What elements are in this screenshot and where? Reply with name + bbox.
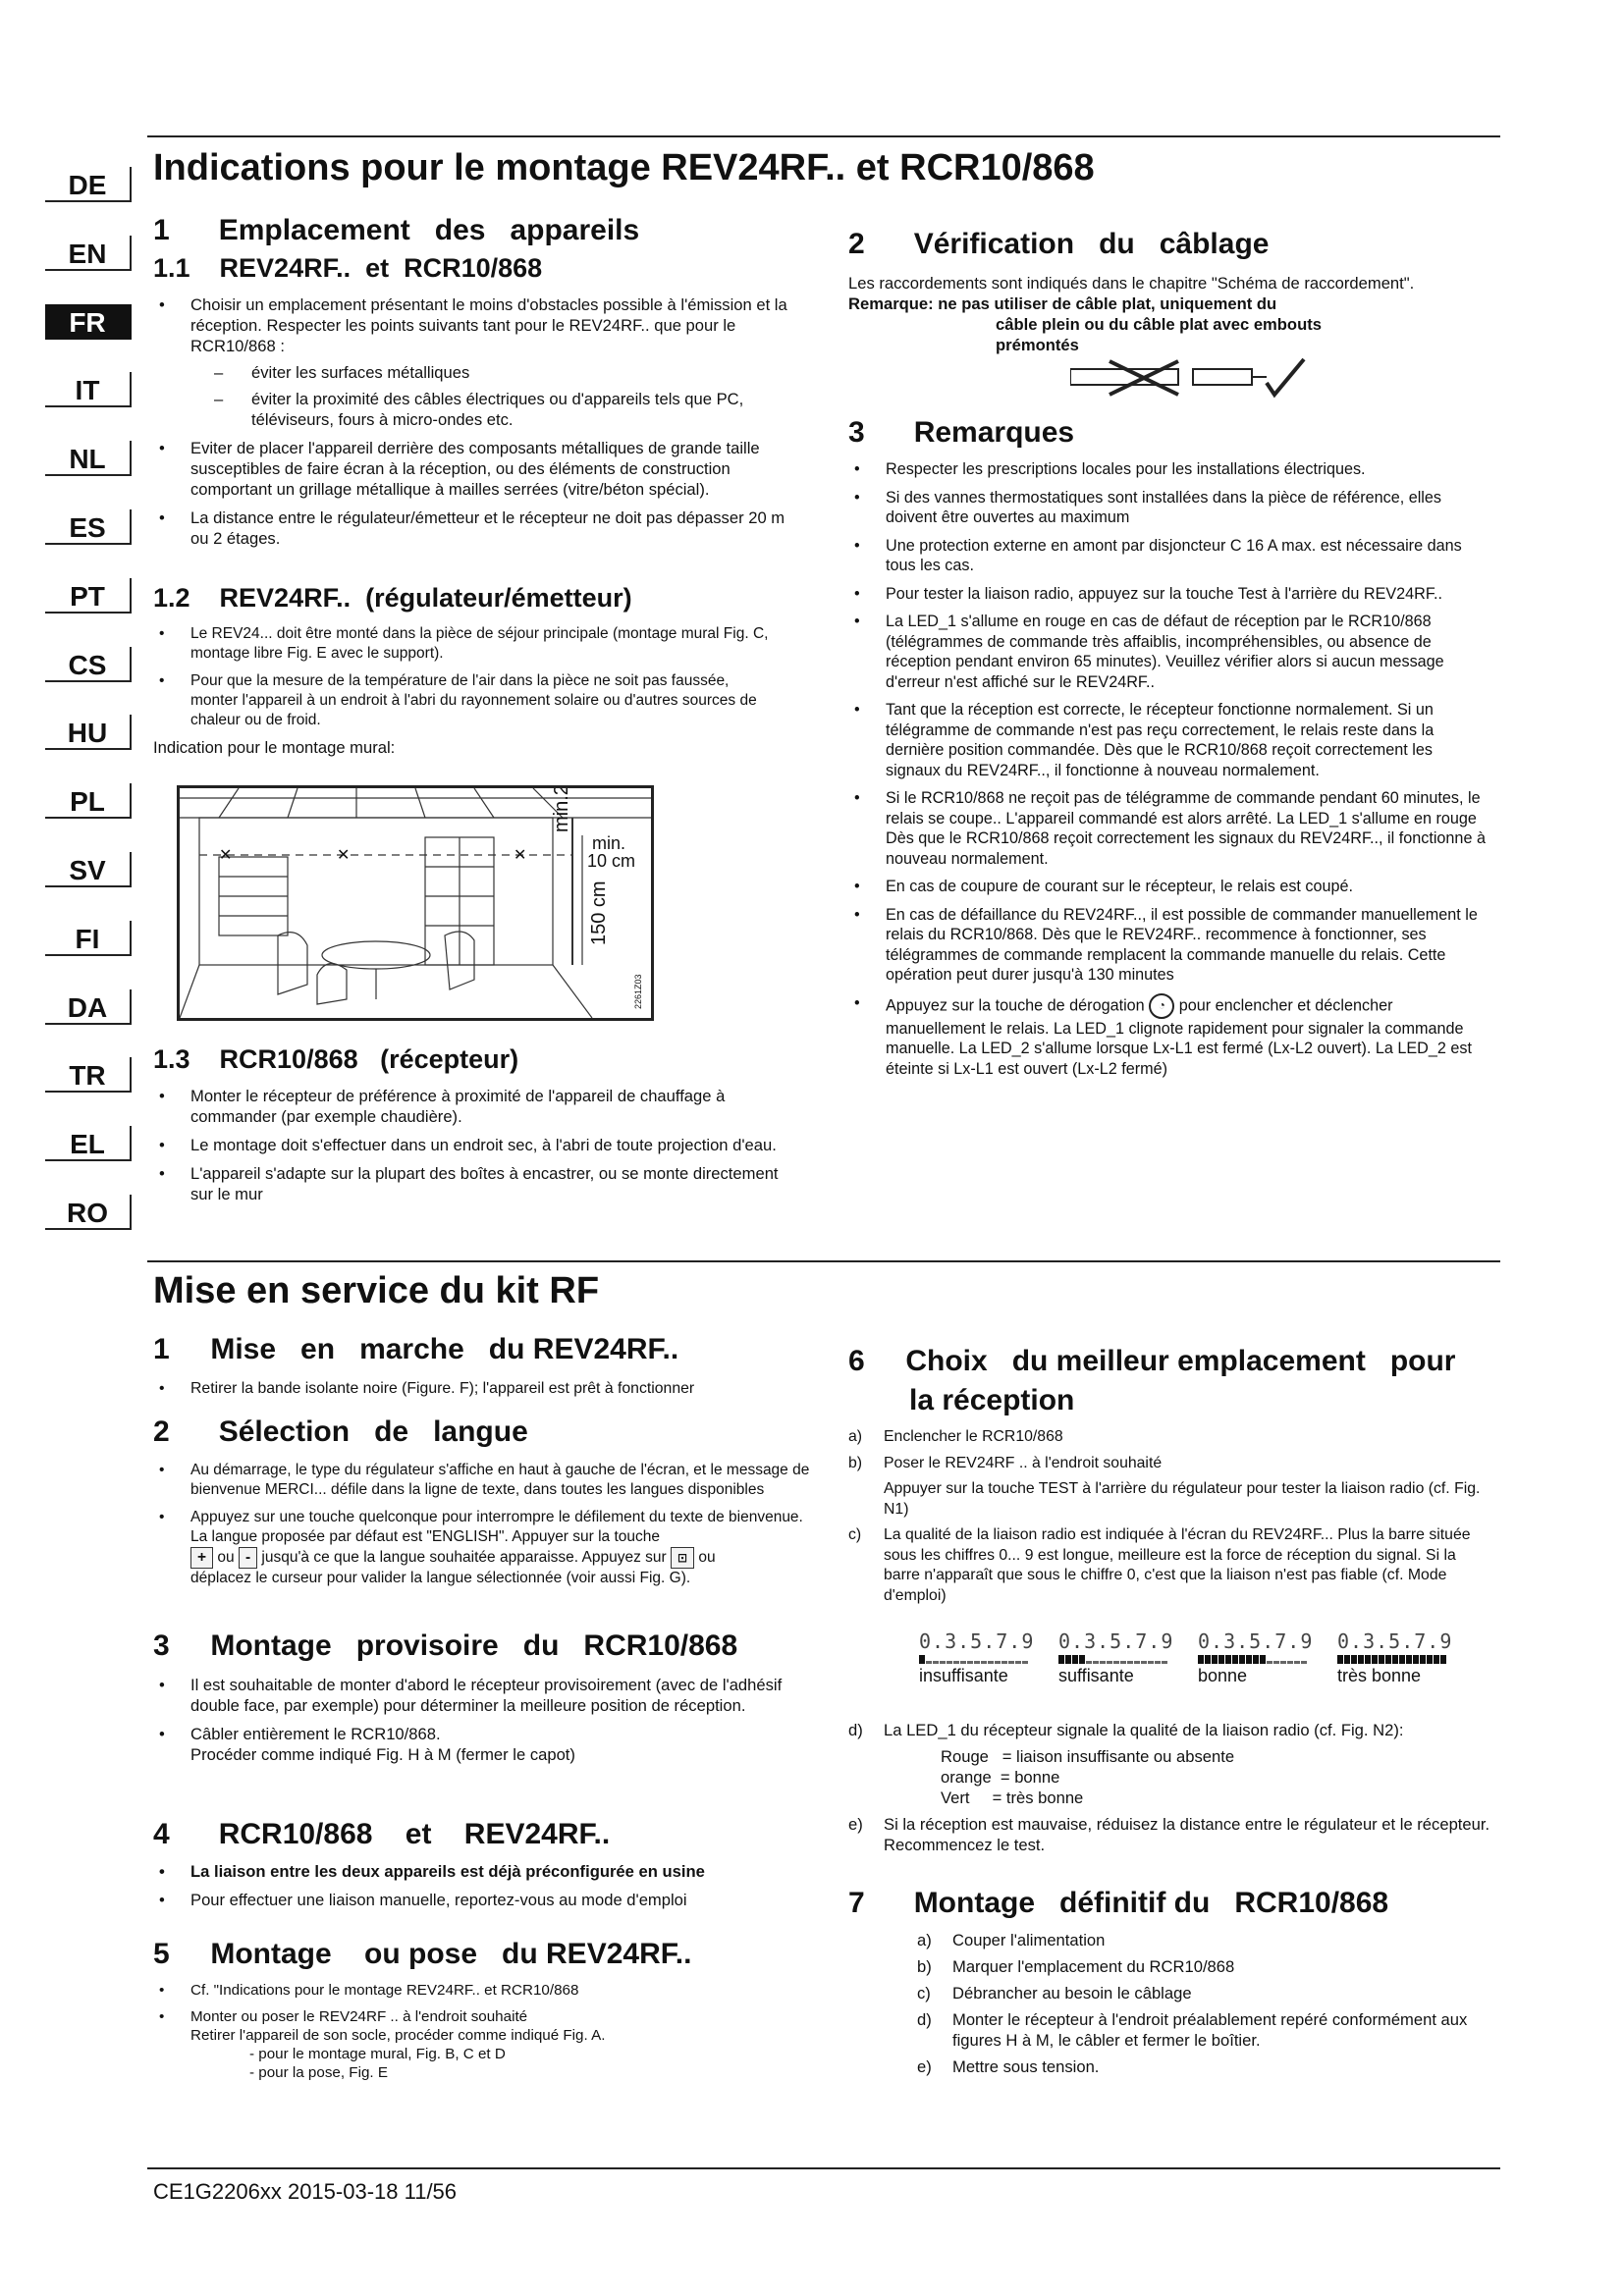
list-item: • En cas de défaillance du REV24RF.., il est possible de commander manuellement le relais du RCR10/868. Dès que le REV24RF.. recommence à fonctionner, ses télégrammes de commande remplacent la commande manuelle du relais. Cette opération peut durer jusqu'à 130 minutes [848,905,1487,986]
section-1-1-body [153,294,801,557]
signal-quality-row [919,1629,1469,1698]
list-item: • Eviter de placer l'appareil derrière des composants métalliques de grande taille susceptibles de faire écran à la réception, ou des éléments de construction comportant un grillage métallique à mailles serrées (vitre/béton spécial). [153,438,801,500]
wall-mount-caption: Indication pour le montage mural: [153,738,396,757]
footer-code: CE1G2206xx 2015-03-18 11/56 [153,2179,458,2204]
led-legend-row: Rouge = liaison insuffisante ou absente [941,1747,1235,1766]
middle-rule [147,1260,1500,1262]
list-item: • Pour tester la liaison radio, appuyez sur la touche Test à l'arrière du REV24RF.. [848,584,1487,605]
top-rule [147,135,1500,137]
heading-m6-line1: 6 Choix du meilleur emplacement pour [848,1345,1456,1377]
m2-body [153,1461,821,1596]
tab-cs[interactable]: CS [45,647,132,682]
tab-hu[interactable]: HU [45,715,132,750]
list-item: c) La qualité de la liaison radio est indiquée à l'écran du REV24RF... Plus la barre située sous les chiffres 0... 9 est longue, meilleure est la force de réception du signal. Si la barre n'apparaît que sous le chiffre 0, c'est que la liaison n'est pas fiable (cf. Mode d'emploi) [848,1526,1471,1604]
m1-body [153,1378,801,1407]
tab-fr[interactable]: FR [45,304,132,340]
list-item: • Il est souhaitable de monter d'abord le récepteur provisoirement (avec de l'adhésif double face, par exemple) pour déterminer la meilleure position de réception. [153,1675,801,1716]
m5-body [153,1981,801,2090]
language-tabs [45,167,135,1263]
signal-digits: 0.3.5.7.9 [1198,1629,1314,1653]
signal-bar [1058,1655,1173,1664]
list-item: e) Si la réception est mauvaise, réduisez la distance entre le régulateur et le récepteur. Recommencez le test. [848,1815,1490,1854]
signal-level [1058,1629,1173,1686]
list-item: • Câbler entièrement le RCR10/868. Procéder comme indiqué Fig. H à M (fermer le capot) [153,1724,801,1765]
tab-ro[interactable]: RO [45,1195,132,1230]
list-item: • Monter ou poser le REV24RF .. à l'endroit souhaité Retirer l'appareil de son socle, procéder comme indiqué Fig. A. - pour le montage mural, Fig. B, C et D - pour la pose, Fig. E [153,2007,801,2082]
tab-fi[interactable]: FI [45,921,132,956]
signal-bar [1198,1655,1313,1664]
fig-min10-line2: 10 cm [587,851,636,871]
list-item: – éviter les surfaces métalliques [190,362,801,383]
list-item: • La liaison entre les deux appareils est déjà préconfigurée en usine [153,1861,821,1882]
ok-button-icon: ⊡ [671,1547,694,1569]
room-illustration [180,788,651,1018]
led-legend-row: Vert = très bonne [941,1789,1084,1807]
signal-digits: 0.3.5.7.9 [919,1629,1035,1653]
list-item: d) La LED_1 du récepteur signale la qualité de la liaison radio (cf. Fig. N2): [848,1721,1404,1739]
heading-1: 1 Emplacement des appareils [153,214,640,246]
list-item: c) Débrancher au besoin le câblage [917,1984,1192,2002]
cross-marker: ✕ [337,847,351,864]
led-legend-row: orange = bonne [941,1768,1060,1787]
heading-2: 2 Vérification du câblage [848,228,1270,260]
tab-nl[interactable]: NL [45,441,132,476]
section-1-2-body [153,624,772,758]
remark-line2: câble plein ou du câble plat avec embouts [996,315,1322,334]
signal-level [1337,1629,1452,1686]
list-item: a) Couper l'alimentation [917,1931,1106,1949]
tab-el[interactable]: EL [45,1126,132,1161]
heading-3: 3 Remarques [848,416,1075,449]
fig-code: 2261Z03 [633,974,643,1009]
list-item: • Appuyez sur une touche quelconque pour interrompre le défilement du texte de bienvenue. La langue proposée par défaut est "ENGLISH". Appuyer sur la touche + ou - jusqu'à ce que la langue souhaitée apparaisse. Appuyez sur ⊡ ou déplacez le curseur pour valider la langue sélectionnée (voir aussi Fig. G). [153,1508,821,1588]
list-item: a) Enclencher le RCR10/868 [848,1428,1063,1445]
heading-1-1: 1.1 REV24RF.. et RCR10/868 [153,253,543,283]
tab-it[interactable]: IT [45,372,132,407]
m3-body [153,1675,801,1773]
page-title-montage: Indications pour le montage REV24RF.. et RCR10/868 [153,147,1095,188]
list-item: b) Poser le REV24RF .. à l'endroit souhaité [848,1454,1163,1471]
list-item: • Monter le récepteur de préférence à proximité de l'appareil de chauffage à commander (par exemple chaudière). [153,1086,801,1127]
heading-m2: 2 Sélection de langue [153,1415,528,1448]
fig-min10-line1: min. [592,833,626,853]
signal-bar [1337,1655,1452,1664]
list-item: b) Marquer l'emplacement du RCR10/868 [917,1957,1235,1976]
signal-level [1198,1629,1313,1686]
heading-1-3: 1.3 RCR10/868 (récepteur) [153,1044,519,1074]
tab-es[interactable]: ES [45,509,132,545]
tab-tr[interactable]: TR [45,1057,132,1093]
override-icon: ◔ [1149,993,1174,1019]
plus-button-icon: + [190,1547,213,1569]
m6-body [848,1427,1496,1612]
heading-m1: 1 Mise en marche du REV24RF.. [153,1333,679,1365]
list-item: – éviter la proximité des câbles électriques ou d'appareils tels que PC, téléviseurs, fours à micro-ondes etc. [190,389,801,430]
list-item: Appuyer sur la touche TEST à l'arrière du régulateur pour tester la liaison radio (cf. Fig. N1) [884,1480,1481,1518]
list-item: • La distance entre le régulateur/émetteur et le récepteur ne doit pas dépasser 20 m ou 2 étages. [153,507,801,549]
list-item: • Le REV24... doit être monté dans la pièce de séjour principale (montage mural Fig. C, montage libre Fig. E avec le support). [153,624,772,664]
list-item: • Appuyez sur la touche de dérogation ◔ pour enclencher et déclencher manuellement le relais. La LED_1 clignote rapidement pour signaler la commande manuelle. La LED_2 s'allume lorsque Lx-L1 est fermé (Lx-L2 ouvert). La LED_2 est éteinte si Lx-L1 est ouvert (Lx-L2 fermé) [848,993,1487,1080]
tab-de[interactable]: DE [45,167,132,202]
list-item: • En cas de coupure de courant sur le récepteur, le relais est coupé. [848,877,1487,897]
section-1-3-body [153,1086,801,1212]
m4-body [153,1861,821,1918]
tab-pl[interactable]: PL [45,783,132,819]
list-item: • Une protection externe en amont par disjoncteur C 16 A max. est nécessaire dans tous les cas. [848,536,1487,576]
tab-en[interactable]: EN [45,236,132,271]
tab-da[interactable]: DA [45,989,132,1025]
fig-150cm: 150 cm [588,881,610,945]
list-item: e) Mettre sous tension. [917,2057,1100,2076]
signal-label: bonne [1198,1666,1248,1685]
list-item: • L'appareil s'adapte sur la plupart des boîtes à encastrer, ou se monte directement sur le mur [153,1163,801,1204]
cross-marker: ✕ [219,847,233,864]
m6-d-body [848,1720,1496,1861]
list-item: • Retirer la bande isolante noire (Figure. F); l'appareil est prêt à fonctionner [153,1378,801,1399]
page-title-mise-en-service: Mise en service du kit RF [153,1270,600,1311]
tab-sv[interactable]: SV [45,852,132,887]
section-3-body [848,459,1487,1087]
list-item: • Pour effectuer une liaison manuelle, reportez-vous au mode d'emploi [153,1890,821,1910]
list-item: • La LED_1 s'allume en rouge en cas de défaut de réception par le RCR10/868 (télégrammes de commande très affaiblis, incompréhensibles, ou absence de réception pendant environ 65 minutes). Veuillez vérifier alors si aucun message d'erreur n'est affiché sur le REV24RF.. [848,612,1487,692]
bottom-rule [147,2167,1500,2169]
section-2-body [848,273,1496,355]
cross-marker: ✕ [514,847,527,864]
list-item: • Au démarrage, le type du régulateur s'affiche en haut à gauche de l'écran, et le message de bienvenue MERCI... défile dans la ligne de texte, dans toutes les langues disponibles [153,1461,821,1500]
remark-line3: prémontés [996,336,1079,354]
m7-body [917,1930,1487,2083]
list-item: • Choisir un emplacement présentant le moins d'obstacles possible à l'émission et la réception. Respecter les points suivants tant pour le REV24RF.. que pour le RCR10/868 : – éviter les surfaces métalliques – éviter la proximité des câbles électriques ou d'appareils tels que PC, téléviseurs, fours à micro-ondes etc. [153,294,801,430]
signal-label: insuffisante [919,1666,1008,1685]
list-item: • Le montage doit s'effectuer dans un endroit sec, à l'abri de toute projection d'eau. [153,1135,801,1155]
heading-m7: 7 Montage définitif du RCR10/868 [848,1887,1389,1919]
tab-pt[interactable]: PT [45,578,132,614]
signal-level [919,1629,1034,1686]
minus-button-icon: - [239,1547,257,1569]
heading-m4: 4 RCR10/868 et REV24RF.. [153,1818,611,1850]
list-item: • Respecter les prescriptions locales pour les installations électriques. [848,459,1487,480]
list-item: • Pour que la mesure de la température de l'air dans la pièce ne soit pas faussée, monter l'appareil à un endroit à l'abri du rayonnement solaire ou d'autres sources de chaleur ou de froid. [153,671,772,730]
signal-digits: 0.3.5.7.9 [1337,1629,1453,1653]
room-mounting-figure [177,785,654,1021]
list-item: • Tant que la réception est correcte, le récepteur fonctionne normalement. Si un télégramme de commande n'est pas reçu correctement, le relais reste dans la dernière position commandée. Dès que le RCR10/868 reçoit correctement les signaux du REV24RF.., il fonctionne à nouveau normalement. [848,700,1487,780]
wiring-note: Les raccordements sont indiqués dans le chapitre "Schéma de raccordement". [848,274,1415,293]
signal-digits: 0.3.5.7.9 [1058,1629,1174,1653]
fig-min20: min.20 [551,788,572,832]
heading-m5: 5 Montage ou pose du REV24RF.. [153,1938,692,1970]
signal-label: suffisante [1058,1666,1134,1685]
signal-bar [919,1655,1034,1664]
list-item: • Cf. "Indications pour le montage REV24RF.. et RCR10/868 [153,1981,801,2000]
remark-line1: Remarque: ne pas utiliser de câble plat, uniquement du [848,294,1277,313]
signal-label: très bonne [1337,1666,1422,1685]
heading-m6-line2: la réception [909,1384,1075,1416]
heading-m3: 3 Montage provisoire du RCR10/868 [153,1629,738,1662]
list-item: d) Monter le récepteur à l'endroit préalablement repéré conformément aux figures H à M, le câbler et fermer le boîtier. [917,2010,1468,2050]
cable-icon [1070,355,1316,404]
heading-1-2: 1.2 REV24RF.. (régulateur/émetteur) [153,583,632,613]
list-item: • Si le RCR10/868 ne reçoit pas de télégramme de commande pendant 60 minutes, le relais se coupe.. L'appareil commandé est alors arrêté. La LED_1 s'allume en rouge Dès que le RCR10/868 reçoit correctement les signaux du REV24RF.., il fonctionne à nouveau normalement. [848,788,1487,869]
list-item: • Si des vannes thermostatiques sont installées dans la pièce de référence, elles doivent être ouvertes au maximum [848,488,1487,528]
